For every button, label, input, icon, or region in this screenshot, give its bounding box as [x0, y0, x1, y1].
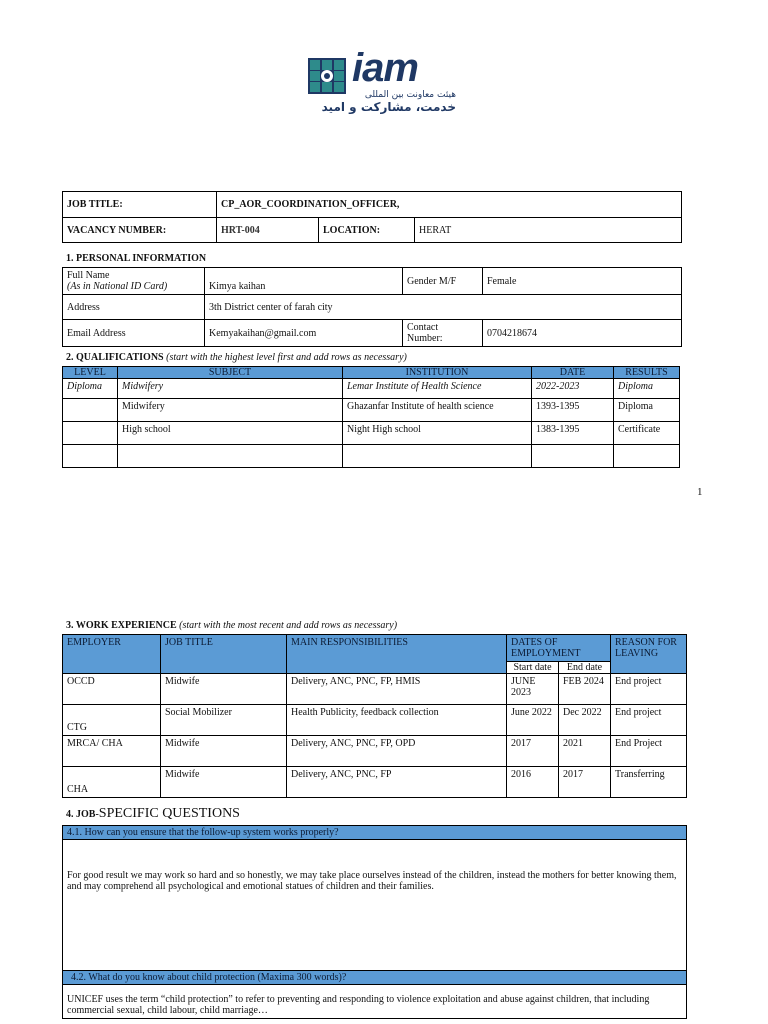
work-header-main: MAIN RESPONSIBILITIES [287, 635, 507, 674]
qual-header-institution: INSTITUTION [343, 367, 532, 379]
work-end: 2017 [559, 767, 611, 798]
logo [308, 46, 460, 118]
work-start: 2017 [507, 736, 559, 767]
location-label: LOCATION: [319, 218, 415, 243]
work-note: (start with the most recent and add rows as necessary) [179, 620, 398, 631]
qual-cell: Ghazanfar Institute of health science [343, 399, 532, 422]
work-employer: MRCA/ CHA [63, 736, 161, 767]
qual-cell: Midwifery [118, 379, 343, 399]
qual-cell [63, 399, 118, 422]
qual-cell: Certificate [614, 422, 680, 445]
qual-cell: Lemar Institute of Health Science [343, 379, 532, 399]
answer-4-2: UNICEF uses the term “child protection” to refer to preventing and responding to violence exploitation and abuse against children, that including commercial sexual, child labour, child marriage… [63, 985, 687, 1019]
table-row [63, 445, 680, 468]
qual-cell: Midwifery [118, 399, 343, 422]
work-table [62, 634, 687, 798]
full-name-label-cell [63, 268, 205, 295]
job-table [62, 191, 682, 243]
contact-value: 0704218674 [483, 320, 682, 347]
full-name-value: Kimya kaihan [205, 268, 403, 295]
answer-4-1: For good result we may work so hard and so honestly, we may take place ourselves instead of the children, instead the mothers for better knowing them, and may comprehend all psychological and emotional statues of children and their families. [63, 840, 687, 971]
work-resp: Delivery, ANC, PNC, FP [287, 767, 507, 798]
qual-header-level: LEVEL [63, 367, 118, 379]
page-number: 1 [697, 486, 703, 498]
work-resp: Health Publicity, feedback collection [287, 705, 507, 736]
qualifications-note: (start with the highest level first and add rows as necessary) [166, 352, 407, 363]
work-title: Social Mobilizer [161, 705, 287, 736]
qual-cell: 2022-2023 [532, 379, 614, 399]
location-value: HERAT [415, 218, 682, 243]
full-name-label: Full Name [67, 270, 110, 281]
gender-value: Female [483, 268, 682, 295]
qual-cell [63, 422, 118, 445]
questions-heading-large: SPECIFIC QUESTIONS [98, 806, 240, 821]
qual-cell [532, 445, 614, 468]
table-row [63, 422, 680, 445]
work-start: JUNE 2023 [507, 674, 559, 705]
vacancy-label: VACANCY NUMBER: [63, 218, 217, 243]
qual-cell: 1383-1395 [532, 422, 614, 445]
work-start: June 2022 [507, 705, 559, 736]
job-title-label: JOB TITLE: [63, 192, 217, 218]
qual-cell: 1393-1395 [532, 399, 614, 422]
work-title: Midwife [161, 736, 287, 767]
qual-cell: Diploma [614, 379, 680, 399]
qual-cell [343, 445, 532, 468]
work-resp: Delivery, ANC, PNC, FP, OPD [287, 736, 507, 767]
table-row [63, 736, 687, 767]
table-row [63, 674, 687, 705]
work-title: Midwife [161, 674, 287, 705]
work-end: Dec 2022 [559, 705, 611, 736]
table-row [63, 705, 687, 736]
qual-cell [614, 445, 680, 468]
email-label: Email Address [63, 320, 205, 347]
work-heading-text: 3. WORK EXPERIENCE [66, 620, 177, 631]
work-employer: CTG [63, 705, 161, 736]
work-header-job-title: JOB TITLE [161, 635, 287, 674]
work-reason: End project [611, 674, 687, 705]
contact-label-2: Number: [407, 333, 443, 344]
question-4-1: 4.1. How can you ensure that the follow-up system works properly? [63, 826, 687, 840]
table-row [63, 379, 680, 399]
qual-header-subject: SUBJECT [118, 367, 343, 379]
personal-heading: 1. PERSONAL INFORMATION [66, 253, 207, 264]
email-value: Kemyakaihan@gmail.com [205, 320, 403, 347]
work-header-dates: DATES OF EMPLOYMENT [507, 635, 611, 662]
work-title: Midwife [161, 767, 287, 798]
qualifications-heading-text: 2. QUALIFICATIONS [66, 352, 164, 363]
work-header-employer: EMPLOYER [63, 635, 161, 674]
table-row [63, 767, 687, 798]
qualifications-table [62, 366, 680, 468]
work-reason: Transferring [611, 767, 687, 798]
work-header-end: End date [559, 662, 611, 674]
logo-tagline-1: هیئت معاونت بین المللی [364, 90, 456, 100]
questions-table [62, 825, 687, 1019]
job-title-value: CP_AOR_COORDINATION_OFFICER, [217, 192, 682, 218]
work-heading [66, 620, 397, 631]
questions-heading [66, 806, 240, 822]
questions-heading-small: 4. JOB- [66, 809, 99, 820]
table-row [63, 399, 680, 422]
personal-table [62, 267, 682, 347]
qual-cell: Diploma [63, 379, 118, 399]
address-label: Address [63, 295, 205, 320]
work-employer: CHA [63, 767, 161, 798]
gender-label: Gender M/F [403, 268, 483, 295]
qual-header-results: RESULTS [614, 367, 680, 379]
work-end: FEB 2024 [559, 674, 611, 705]
contact-label-cell [403, 320, 483, 347]
address-value: 3th District center of farah city [205, 295, 682, 320]
qual-cell: Diploma [614, 399, 680, 422]
work-start: 2016 [507, 767, 559, 798]
work-reason: End Project [611, 736, 687, 767]
qual-cell [63, 445, 118, 468]
contact-label-1: Contact [407, 322, 439, 333]
qual-header-date: DATE [532, 367, 614, 379]
work-reason: End project [611, 705, 687, 736]
logo-tagline-2: خدمت، مشارکت و امید [321, 100, 456, 114]
work-end: 2021 [559, 736, 611, 767]
full-name-note: (As in National ID Card) [67, 281, 168, 292]
work-resp: Delivery, ANC, PNC, FP, HMIS [287, 674, 507, 705]
work-header-reason: REASON FOR LEAVING [611, 635, 687, 674]
logo-brand-text: iam [352, 46, 418, 90]
qual-cell: Night High school [343, 422, 532, 445]
qualifications-heading [66, 352, 407, 363]
logo-mark-icon [308, 58, 346, 94]
work-header-start: Start date [507, 662, 559, 674]
vacancy-value: HRT-004 [217, 218, 319, 243]
question-4-2: 4.2. What do you know about child protection (Maxima 300 words)? [63, 971, 687, 985]
qual-cell: High school [118, 422, 343, 445]
work-employer: OCCD [63, 674, 161, 705]
qual-cell [118, 445, 343, 468]
